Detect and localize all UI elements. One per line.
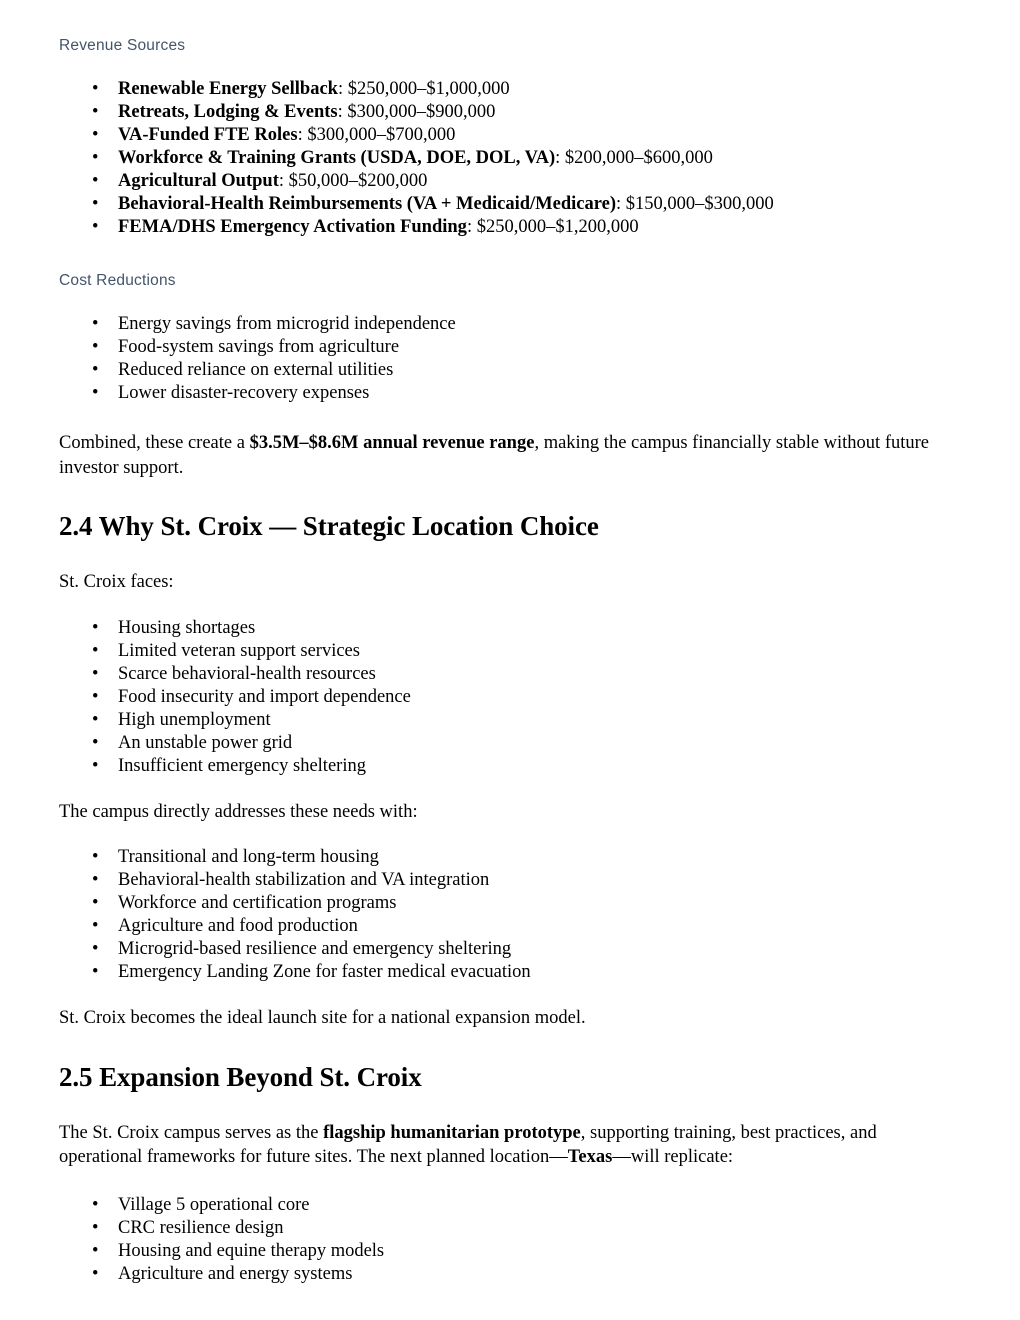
revenue-item-lead: Agricultural Output	[118, 171, 279, 191]
list-item: • Agriculture and food production	[59, 915, 960, 938]
list-item: • Village 5 operational core	[59, 1194, 960, 1217]
expansion-part3: —will replicate:	[612, 1147, 734, 1167]
list-item	[59, 170, 960, 193]
paragraph-campus-addresses: The campus directly addresses these needs with:	[59, 801, 418, 822]
combined-bold: $3.5M–$8.6M annual revenue range	[249, 433, 535, 453]
heading-2-5-expansion: 2.5 Expansion Beyond St. Croix	[59, 1061, 422, 1092]
list-item: • Insufficient emergency sheltering	[59, 755, 960, 778]
list-item: • Housing and equine therapy models	[59, 1240, 960, 1263]
revenue-item-value: : $300,000–$700,000	[297, 125, 456, 145]
revenue-item-value: : $300,000–$900,000	[337, 102, 496, 122]
revenue-item-lead: Renewable Energy Sellback	[118, 79, 338, 99]
expansion-bold-prototype: flagship humanitarian prototype	[323, 1122, 581, 1143]
list-item: • Workforce and certification programs	[59, 892, 960, 915]
revenue-item-lead: VA-Funded FTE Roles	[118, 125, 298, 145]
paragraph-expansion	[59, 1121, 960, 1170]
list-item: • CRC resilience design	[59, 1217, 960, 1240]
list-item: • Behavioral-health stabilization and VA integration	[59, 869, 960, 892]
combined-before: Combined, these create a	[59, 433, 250, 453]
revenue-item-value: : $250,000–$1,000,000	[337, 79, 510, 99]
list-item: • An unstable power grid	[59, 732, 960, 755]
revenue-item-value: : $50,000–$200,000	[278, 171, 428, 191]
list-item	[59, 78, 960, 101]
revenue-item-lead: Retreats, Lodging & Events	[118, 102, 338, 122]
list-item: • Agriculture and energy systems	[59, 1263, 960, 1286]
list-expansion-items	[59, 1194, 960, 1286]
list-item: • Energy savings from microgrid independence	[59, 313, 960, 336]
expansion-part2: , supporting training, best practices, and operational frameworks for future sites. The next planned location—	[59, 1122, 877, 1167]
revenue-item-lead: Behavioral-Health Reimbursements (VA + Medicaid/Medicare)	[118, 194, 616, 214]
paragraph-launch-site: St. Croix becomes the ideal launch site for a national expansion model.	[59, 1008, 586, 1028]
list-item: • Emergency Landing Zone for faster medical evacuation	[59, 961, 960, 984]
list-item: • Housing shortages	[59, 617, 960, 640]
heading-revenue-sources: Revenue Sources	[59, 37, 186, 54]
list-item: • Microgrid-based resilience and emergency sheltering	[59, 938, 960, 961]
list-item: • Limited veteran support services	[59, 640, 960, 663]
combined-after: , making the campus financially stable without future investor support.	[59, 433, 929, 478]
heading-2-4-why-st-croix: 2.4 Why St. Croix — Strategic Location Choice	[59, 511, 599, 541]
list-item: • Scarce behavioral-health resources	[59, 663, 960, 686]
revenue-item-value: : $200,000–$600,000	[555, 148, 713, 168]
expansion-bold-texas: Texas	[567, 1147, 613, 1167]
list-st-croix-challenges	[59, 617, 960, 778]
list-item	[59, 216, 960, 239]
list-item: • Lower disaster-recovery expenses	[59, 382, 960, 405]
revenue-item-lead: Workforce & Training Grants (USDA, DOE, DOL, VA)	[118, 148, 556, 168]
paragraph-st-croix-faces: St. Croix faces:	[59, 572, 174, 592]
revenue-item-value: : $150,000–$300,000	[615, 194, 774, 214]
list-item	[59, 101, 960, 124]
paragraph-combined-revenue	[59, 431, 960, 480]
list-item: • High unemployment	[59, 709, 960, 732]
list-item	[59, 193, 960, 216]
list-item: • Food-system savings from agriculture	[59, 336, 960, 359]
heading-cost-reductions: Cost Reductions	[59, 272, 176, 289]
list-cost-reductions	[59, 313, 960, 405]
list-revenue-sources	[59, 78, 960, 239]
list-item	[59, 147, 960, 170]
list-item: • Transitional and long-term housing	[59, 846, 960, 869]
list-item	[59, 124, 960, 147]
list-item: • Food insecurity and import dependence	[59, 686, 960, 709]
expansion-part1: The St. Croix campus serves as the	[59, 1122, 324, 1143]
revenue-item-value: : $250,000–$1,200,000	[466, 217, 639, 237]
revenue-item-lead: FEMA/DHS Emergency Activation Funding	[118, 217, 467, 237]
list-item: • Reduced reliance on external utilities	[59, 359, 960, 382]
list-campus-solutions	[59, 846, 960, 984]
